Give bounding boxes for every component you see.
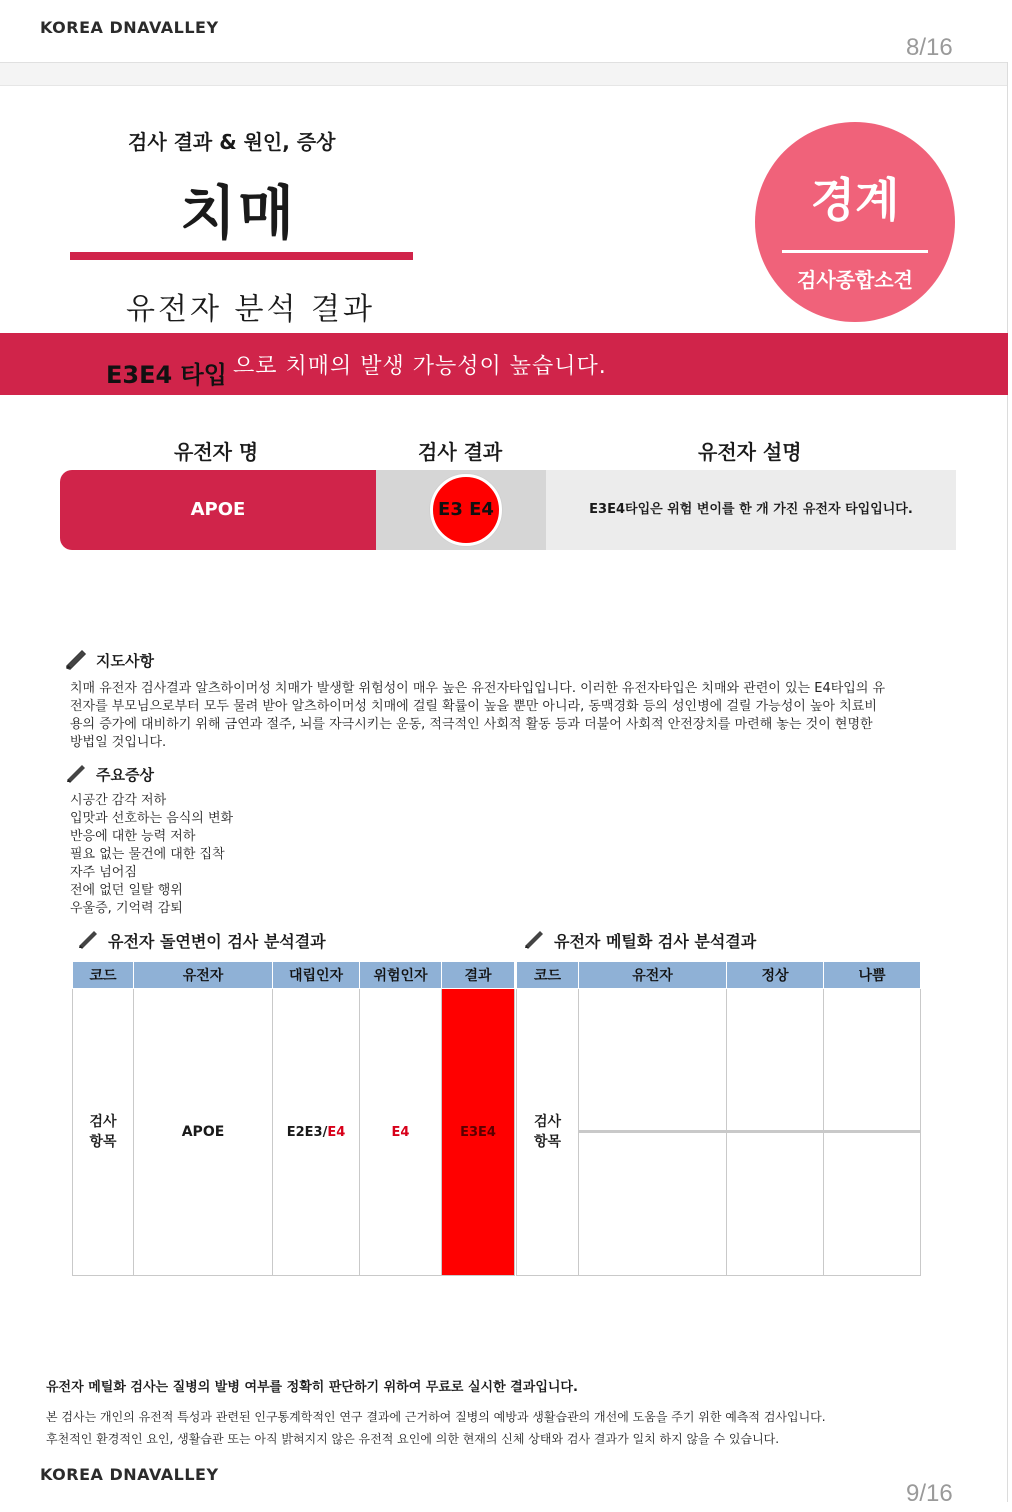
gene-cell: APOE [134, 989, 273, 1276]
col-normal: 정상 [727, 962, 824, 989]
section-subtitle: 검사 결과 & 원인, 증상 [128, 130, 336, 154]
header-gene-name: 유전자 명 [174, 440, 259, 464]
bad-cell [824, 1132, 921, 1276]
methylation-title: 유전자 메틸화 검사 분석결과 [554, 931, 757, 951]
result-cell: E3E4 [442, 989, 515, 1276]
code-line: 항목 [89, 1134, 117, 1150]
table-row [517, 989, 921, 1132]
symptom-item: 자주 넘어짐 [70, 865, 137, 880]
result-type: E3E4 타입 [106, 361, 227, 389]
normal-cell [727, 989, 824, 1132]
gene-cell [579, 1132, 727, 1276]
pencil-icon [64, 648, 88, 672]
col-result: 결과 [442, 962, 515, 989]
methylation-table [516, 961, 921, 1276]
col-gene: 유전자 [579, 962, 727, 989]
guidance-title: 지도사항 [96, 651, 154, 670]
symptom-item: 반응에 대한 능력 저하 [70, 829, 196, 844]
code-line: 항목 [533, 1134, 562, 1150]
header-test-result: 검사 결과 [418, 440, 503, 464]
table-header-row [517, 962, 921, 989]
notice-text [46, 1406, 986, 1450]
result-message: 으로 치매의 발생 가능성이 높습니다. [233, 354, 607, 379]
mutation-heading [76, 928, 326, 952]
gene-cell [579, 989, 727, 1132]
analysis-title: 유전자 분석 결과 [126, 292, 375, 327]
disease-title: 치매 [180, 179, 297, 247]
guidance-text [70, 680, 960, 752]
mutation-title: 유전자 돌연변이 검사 분석결과 [108, 931, 326, 951]
gene-description: E3E4타입은 위험 변이를 한 개 가진 유전자 타입입니다. [546, 470, 956, 550]
pencil-icon [522, 928, 546, 952]
allele-risk: E4 [327, 1124, 346, 1140]
risk-factor-cell: E4 [360, 989, 442, 1276]
result-indicator: E3 E4 [430, 474, 502, 546]
notice-line: 본 검사는 개인의 유전적 특성과 관련된 인구통계학적인 연구 결과에 근거하여 질병의 예방과 생활습관의 개선에 도움을 주기 위한 예측적 검사입니다. [46, 1410, 826, 1424]
methylation-heading [522, 928, 756, 952]
page-divider [0, 62, 1008, 86]
symptoms-heading [64, 762, 154, 786]
col-bad: 나쁨 [824, 962, 921, 989]
gene-summary-row [60, 470, 956, 550]
guidance-heading [64, 648, 154, 672]
table-row [73, 989, 515, 1276]
code-cell [73, 989, 134, 1276]
col-code: 코드 [73, 962, 134, 989]
code-line: 검사 [89, 1114, 117, 1130]
header-gene-description: 유전자 설명 [698, 440, 802, 464]
page-number-top: 8/16 [906, 34, 953, 61]
badge-divider [782, 250, 928, 253]
pencil-icon [76, 928, 100, 952]
brand-logo: KOREA DNAVALLEY [40, 18, 219, 37]
symptom-item: 시공간 감각 저하 [70, 793, 167, 808]
guidance-line: 전자를 부모님으로부터 모두 물려 받아 알츠하이머성 치매에 걸릴 확률이 높을 뿐만 아니라, 동맥경화 등의 성인병에 걸릴 가능성이 높아 치료비 [70, 699, 877, 714]
code-cell [517, 989, 579, 1276]
code-line: 검사 [533, 1114, 562, 1130]
notice-line: 후천적인 환경적인 요인, 생활습관 또는 아직 밝혀지지 않은 유전적 요인에 의한 현재의 신체 상태와 검사 결과가 일치 하지 않을 수 있습니다. [46, 1432, 780, 1446]
col-allele: 대립인자 [273, 962, 360, 989]
symptom-item: 전에 없던 일탈 행위 [70, 883, 183, 898]
badge-caption: 검사종합소견 [797, 268, 913, 292]
title-underline [70, 252, 413, 260]
symptom-item: 입맛과 선호하는 음식의 변화 [70, 811, 234, 826]
col-risk-factor: 위험인자 [360, 962, 442, 989]
normal-cell [727, 1132, 824, 1276]
symptom-item: 필요 없는 물건에 대한 집착 [70, 847, 225, 862]
guidance-line: 치매 유전자 검사결과 알츠하이머성 치매가 발생할 위험성이 매우 높은 유전자타입입니다. 이러한 유전자타입은 치매와 관련이 있는 E4타입의 유 [70, 681, 886, 696]
page-number-bottom: 9/16 [906, 1480, 953, 1507]
gene-name: APOE [60, 470, 376, 550]
gene-result-cell [376, 470, 546, 550]
mutation-table [72, 961, 515, 1276]
guidance-line: 방법일 것입니다. [70, 735, 167, 750]
col-code: 코드 [517, 962, 579, 989]
symptom-list [70, 792, 233, 918]
risk-level: 경계 [810, 173, 900, 227]
brand-logo-footer: KOREA DNAVALLEY [40, 1465, 219, 1484]
risk-badge [755, 122, 955, 322]
result-banner [0, 333, 1008, 395]
notice-heading: 유전자 메틸화 검사는 질병의 발병 여부를 정확히 판단하기 위하여 무료로 실시한 결과입니다. [46, 1380, 578, 1395]
symptom-item: 우울증, 기억력 감퇴 [70, 901, 183, 916]
bad-cell [824, 989, 921, 1132]
symptoms-title: 주요증상 [96, 765, 154, 784]
allele-normal: E2E3/ [286, 1124, 328, 1140]
page-edge [1007, 62, 1008, 1502]
pencil-icon [64, 762, 88, 786]
table-header-row [73, 962, 515, 989]
allele-cell [273, 989, 360, 1276]
guidance-line: 용의 증가에 대비하기 위해 금연과 절주, 뇌를 자극시키는 운동, 적극적인 사회적 활동 등과 더불어 사회적 안전장치를 마련해 놓는 것이 현명한 [70, 717, 873, 732]
col-gene: 유전자 [134, 962, 273, 989]
